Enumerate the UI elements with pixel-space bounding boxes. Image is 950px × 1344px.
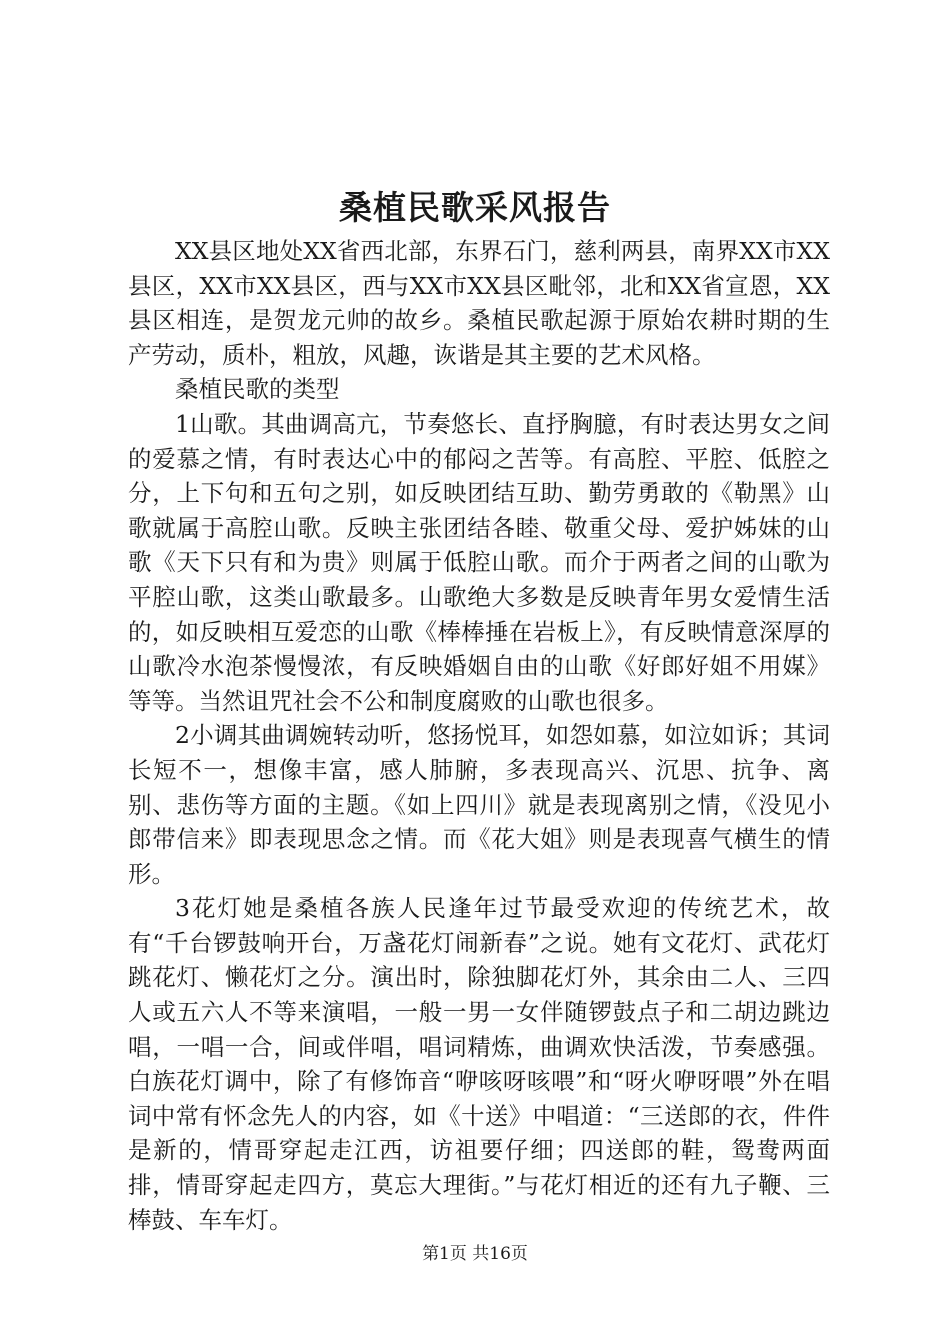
paragraph-section-heading: 桑植民歌的类型 (175, 375, 340, 404)
paragraph-xiao-diao: 2小调其曲调婉转动听，悠扬悦耳，如怨如慕，如泣如诉；其词长短不一，想像丰富，感人肺腑，多表现高兴、沉思、抗争、离别、悲伤等方面的主题。《如上四川》就是表现离别之情，《没见小郎带信来》即表现思念之情。而《花大姐》则是表现喜气横生的情形。 (128, 721, 830, 888)
page-number-footer: 第1页 共16页 (422, 1244, 528, 1264)
paragraph-intro: XX县区地处XX省西北部，东界石门，慈利两县，南界XX市XX县区，XX市XX县区，西与XX市XX县区毗邻，北和XX省宣恩，XX县区相连，是贺龙元帅的故乡。桑植民歌起源于原始农耕时期的生产劳动，质朴，粗放，风趣，诙谐是其主要的艺术风格。 (128, 237, 830, 369)
paragraph-shan-ge: 1山歌。其曲调高亢，节奏悠长、直抒胸臆，有时表达男女之间的爱慕之情，有时表达心中的郁闷之苦等。有高腔、平腔、低腔之分，上下句和五句之别，如反映团结互助、勤劳勇敢的《勒黑》山歌就属于高腔山歌。反映主张团结各睦、敬重父母、爱护姊妹的山歌《天下只有和为贵》则属于低腔山歌。而介于两者之间的山歌为平腔山歌，这类山歌最多。山歌绝大多数是反映青年男女爱情生活的，如反映相互爱恋的山歌《棒棒捶在岩板上》，有反映情意深厚的山歌冷水泡茶慢慢浓，有反映婚姻自由的山歌《好郎好姐不用媒》等等。当然诅咒社会不公和制度腐败的山歌也很多。 (128, 409, 830, 715)
document-body (128, 234, 830, 1237)
document-title: 桑植民歌采风报告 (339, 188, 611, 227)
paragraph-hua-deng: 3花灯她是桑植各族人民逢年过节最受欢迎的传统艺术，故有“千台锣鼓响开台，万盏花灯闹新春”之说。她有文花灯、武花灯跳花灯、懒花灯之分。演出时，除独脚花灯外，其余由二人、三四人或五六人不等来演唱，一般一男一女伴随锣鼓点子和二胡边跳边唱，一唱一合，间或伴唱，唱词精炼，曲调欢快活泼，节奏感强。白族花灯调中，除了有修饰音“咿咳呀咳喂”和“呀火咿呀喂”外在唱词中常有怀念先人的内容，如《十送》中唱道：“三送郎的衣，件件是新的，情哥穿起走江西，访祖要仔细；四送郎的鞋，鸳鸯两面排，情哥穿起走四方，莫忘大理街。”与花灯相近的还有九子鞭、三棒鼓、车车灯。 (128, 894, 830, 1234)
